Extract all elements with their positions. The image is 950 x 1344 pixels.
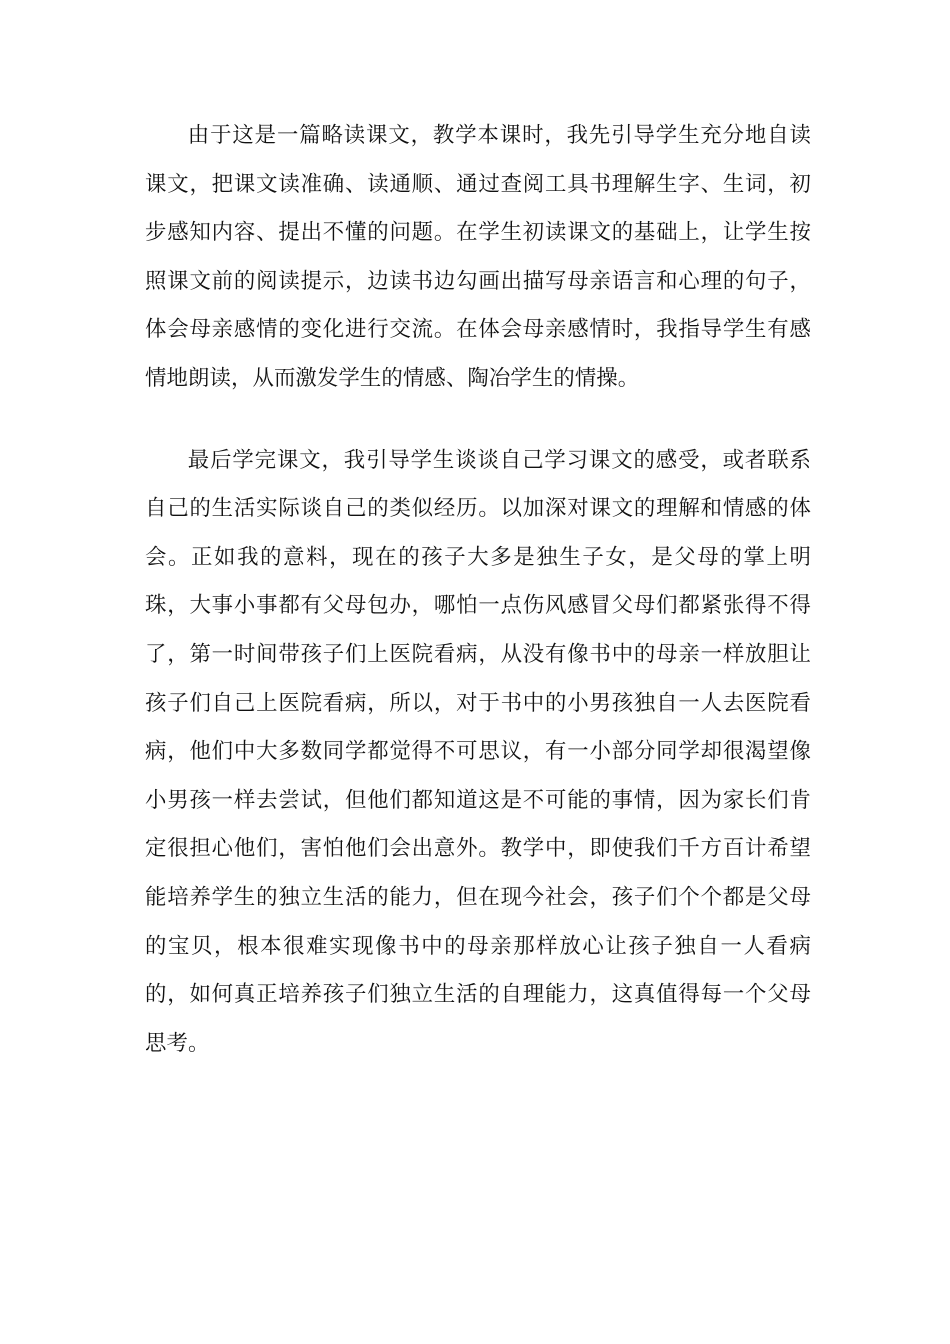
document-body	[145, 112, 811, 1068]
paragraph-1: 由于这是一篇略读课文，教学本课时，我先引导学生充分地自读课文，把课文读准确、读通顺、通过查阅工具书理解生字、生词，初步感知内容、提出不懂的问题。在学生初读课文的基础上，让学生按照课文前的阅读提示，边读书边勾画出描写母亲语言和心理的句子，体会母亲感情的变化进行交流。在体会母亲感情时，我指导学生有感情地朗读，从而激发学生的情感、陶冶学生的情操。	[145, 123, 811, 391]
paragraph-2: 最后学完课文，我引导学生谈谈自己学习课文的感受，或者联系自己的生活实际谈自己的类似经历。以加深对课文的理解和情感的体会。正如我的意料，现在的孩子大多是独生子女，是父母的掌上明珠，大事小事都有父母包办，哪怕一点伤风感冒父母们都紧张得不得了，第一时间带孩子们上医院看病，从没有像书中的母亲一样放胆让孩子们自己上医院看病，所以，对于书中的小男孩独自一人去医院看病，他们中大多数同学都觉得不可思议，有一小部分同学却很渴望像小男孩一样去尝试，但他们都知道这是不可能的事情，因为家长们肯定很担心他们，害怕他们会出意外。教学中，即使我们千方百计希望能培养学生的独立生活的能力，但在现今社会，孩子们个个都是父母的宝贝，根本很难实现像书中的母亲那样放心让孩子独自一人看病的，如何真正培养孩子们独立生活的自理能力，这真值得每一个父母思考。	[145, 447, 811, 1056]
